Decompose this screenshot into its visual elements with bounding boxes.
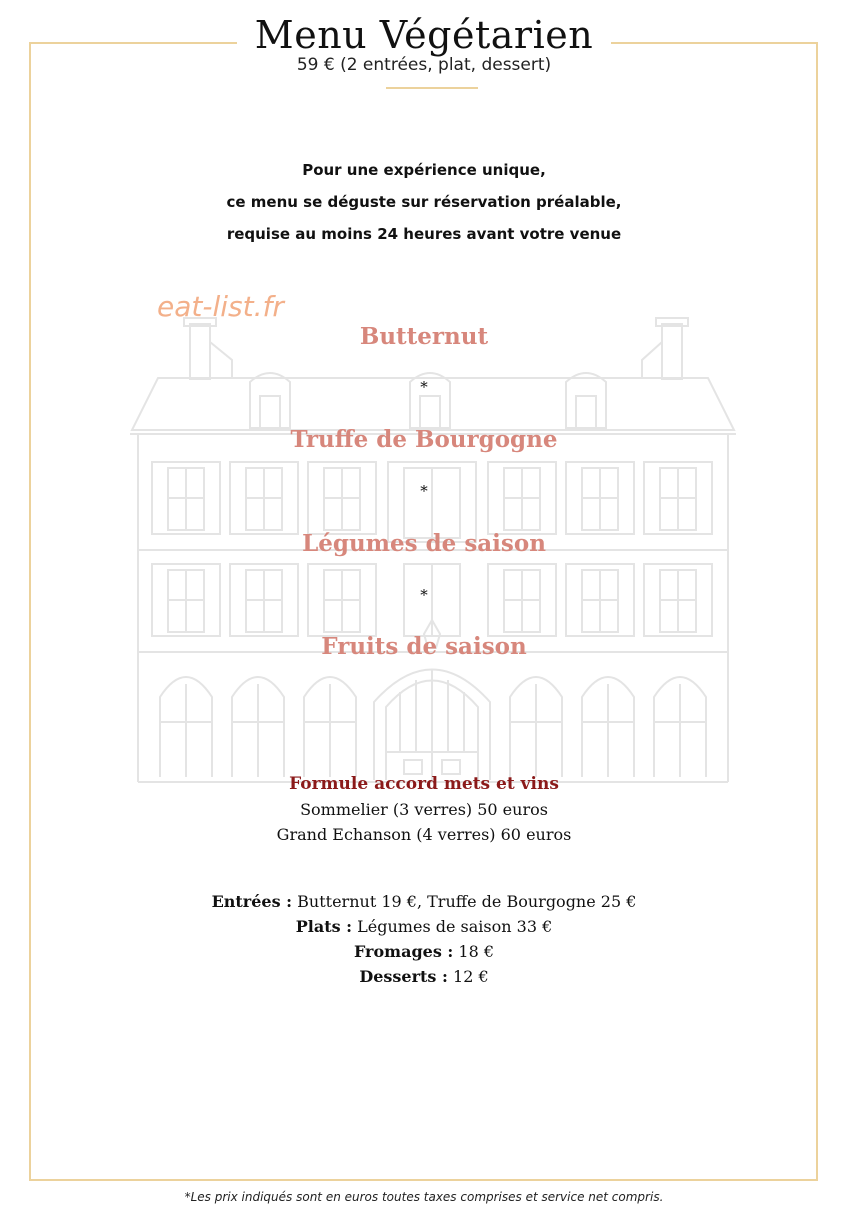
- carte-fromages-value: 18 €: [453, 942, 495, 961]
- course-separator: *: [420, 482, 428, 500]
- pairing-title: Formule accord mets et vins: [289, 774, 559, 794]
- menu-title: Menu Végétarien: [237, 10, 611, 60]
- price-divider: [386, 87, 478, 89]
- intro-line-3: requise au moins 24 heures avant votre venue: [226, 225, 622, 243]
- carte-fromages: [0, 942, 848, 961]
- carte-fromages-label: Fromages :: [353, 942, 454, 961]
- course-truffe: Truffe de Bourgogne: [290, 426, 558, 453]
- carte-plats: [0, 917, 848, 936]
- course-fruits: Fruits de saison: [321, 633, 527, 660]
- course-separator: *: [420, 378, 428, 396]
- carte-desserts-label: Desserts :: [359, 967, 448, 986]
- price-footnote: *Les prix indiqués sont en euros toutes taxes comprises et service net compris.: [184, 1190, 664, 1204]
- carte-entrees-label: Entrées :: [211, 892, 293, 911]
- menu-price: 59 € (2 entrées, plat, dessert): [296, 55, 552, 75]
- title-wrap: [0, 10, 848, 60]
- carte-entrees: [0, 892, 848, 911]
- course-butternut: Butternut: [359, 323, 489, 350]
- intro-line-1: Pour une expérience unique,: [302, 161, 546, 179]
- course-separator: *: [420, 586, 428, 604]
- carte-desserts: [0, 967, 848, 986]
- carte-entrees-value: Butternut 19 €, Truffe de Bourgogne 25 €: [292, 892, 637, 911]
- course-legumes: Légumes de saison: [302, 530, 546, 557]
- carte-desserts-value: 12 €: [447, 967, 489, 986]
- pairing-option-echanson: Grand Echanson (4 verres) 60 euros: [276, 825, 572, 844]
- intro-line-2: ce menu se déguste sur réservation préalable,: [226, 193, 622, 211]
- watermark-text: eat-list.fr: [157, 290, 284, 323]
- carte-plats-value: Légumes de saison 33 €: [352, 917, 553, 936]
- pairing-option-sommelier: Sommelier (3 verres) 50 euros: [300, 800, 548, 819]
- intro-text: [0, 154, 848, 250]
- carte-plats-label: Plats :: [295, 917, 353, 936]
